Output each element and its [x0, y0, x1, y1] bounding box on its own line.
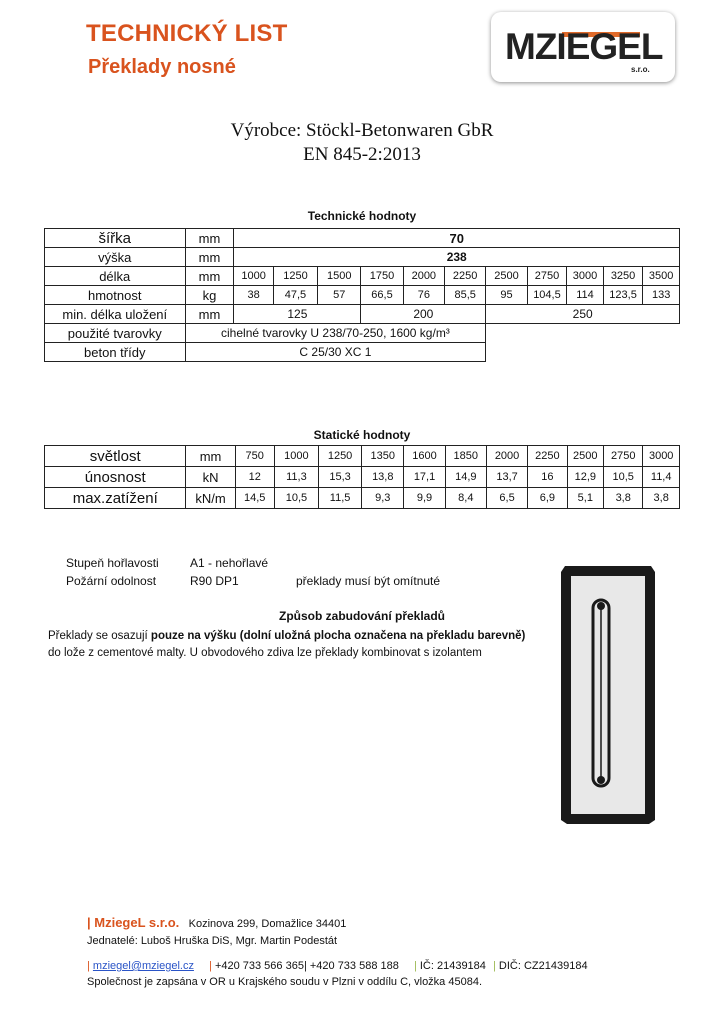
table-cell: 3250 [603, 267, 643, 286]
table-cell: 12 [235, 467, 274, 488]
installation-title: Způsob zabudování překladů [278, 609, 445, 623]
table-cell: 11,4 [643, 467, 680, 488]
table-cell: 114 [567, 286, 604, 305]
footer-contacts [87, 960, 588, 972]
row-value: 70 [234, 229, 680, 248]
table-cell: 1750 [361, 267, 403, 286]
table-row [45, 324, 680, 343]
lintel-rebar-bottom [597, 776, 605, 784]
row-label: světlost [45, 446, 186, 467]
table-cell: 125 [234, 305, 361, 324]
table-cell: 123,5 [603, 286, 643, 305]
table-row [45, 305, 680, 324]
row-label: hmotnost [45, 286, 186, 305]
row-unit: mm [186, 446, 235, 467]
table-cell: 3,8 [604, 488, 643, 509]
table-cell: 2000 [403, 267, 444, 286]
table-cell: 11,5 [318, 488, 361, 509]
empty-cell [486, 343, 643, 362]
table-cell: 13,7 [486, 467, 527, 488]
table-cell: 3,8 [643, 488, 680, 509]
table-cell: 2500 [486, 267, 527, 286]
table-row [45, 446, 680, 467]
table-row [45, 343, 680, 362]
table-cell: 1000 [234, 267, 273, 286]
table-row [45, 229, 680, 248]
table-cell: 5,1 [567, 488, 603, 509]
table-cell: 1850 [445, 446, 486, 467]
fire-class-value: A1 - nehořlavé [190, 556, 269, 570]
table-cell: 1500 [318, 267, 361, 286]
table-cell: 3000 [643, 446, 680, 467]
row-unit: kN [186, 467, 235, 488]
table-row [45, 248, 680, 267]
footer-company-line [87, 915, 346, 930]
lintel-cross-section-drawing [555, 562, 661, 827]
footer-separator: | [413, 960, 420, 972]
document-title: TECHNICKÝ LIST [86, 20, 288, 47]
table-cell: 1600 [404, 446, 445, 467]
table-cell: 250 [486, 305, 680, 324]
installation-text [48, 628, 608, 662]
table-cell: 6,5 [486, 488, 527, 509]
table-row [45, 488, 680, 509]
technical-caption: Technické hodnoty [307, 209, 417, 223]
installation-text-part: Překlady se osazují [48, 630, 151, 642]
empty-cell [486, 324, 643, 343]
table-row [45, 286, 680, 305]
table-cell: 14,9 [445, 467, 486, 488]
row-label: beton třídy [45, 343, 186, 362]
row-unit: mm [185, 305, 234, 324]
table-cell: 11,3 [274, 467, 318, 488]
table-cell: 2000 [486, 446, 527, 467]
table-cell: 95 [486, 286, 527, 305]
row-label: výška [45, 248, 186, 267]
fire-resistance-value: R90 DP1 [190, 574, 239, 588]
static-caption: Statické hodnoty [313, 428, 411, 442]
table-cell: 133 [643, 286, 680, 305]
footer-separator: | [87, 960, 93, 972]
table-row [45, 467, 680, 488]
table-cell: 10,5 [274, 488, 318, 509]
fire-class-label: Stupeň hořlavosti [66, 556, 159, 570]
table-cell: 1250 [273, 267, 317, 286]
table-cell: 1250 [318, 446, 361, 467]
table-cell: 2750 [604, 446, 643, 467]
footer-register: Společnost je zapsána v OR u Krajského soudu v Plzni v oddílu C, vložka 45084. [87, 976, 483, 988]
table-cell: 85,5 [445, 286, 486, 305]
row-label: max.zatížení [45, 488, 186, 509]
footer-email-link[interactable]: mziegel@mziegel.cz [92, 960, 194, 972]
table-cell: 66,5 [361, 286, 403, 305]
table-cell: 3000 [567, 267, 604, 286]
table-cell: 12,9 [567, 467, 603, 488]
producer-line: Výrobce: Stöckl-Betonwaren GbR [230, 120, 494, 141]
table-cell: 3500 [643, 267, 680, 286]
technical-table [44, 228, 680, 362]
table-cell: 57 [318, 286, 361, 305]
table-cell: 6,9 [528, 488, 567, 509]
table-cell: 14,5 [235, 488, 274, 509]
static-table [44, 445, 680, 509]
table-row [45, 267, 680, 286]
row-label: délka [45, 267, 186, 286]
table-cell: cihelné tvarovky U 238/70-250, 1600 kg/m³ [185, 324, 486, 343]
company-logo [491, 12, 675, 82]
row-label: min. délka uložení [45, 305, 186, 324]
footer-separator: | [209, 960, 215, 972]
table-cell: C 25/30 XC 1 [185, 343, 486, 362]
table-cell: 2250 [445, 267, 486, 286]
table-cell: 1350 [362, 446, 404, 467]
table-cell: 200 [361, 305, 486, 324]
norm-line: EN 845-2:2013 [303, 144, 421, 165]
document-subtitle: Překlady nosné [88, 56, 236, 78]
table-cell: 9,3 [362, 488, 404, 509]
row-unit: kg [185, 286, 234, 305]
row-unit: kN/m [186, 488, 235, 509]
footer-company-name: | MziegeL s.r.o. [87, 915, 180, 930]
table-cell: 750 [235, 446, 274, 467]
table-cell: 2250 [528, 446, 567, 467]
table-cell: 10,5 [604, 467, 643, 488]
table-cell: 2750 [527, 267, 567, 286]
lintel-rebar-top [597, 602, 605, 610]
table-cell: 1000 [274, 446, 318, 467]
table-cell: 16 [528, 467, 567, 488]
table-cell: 15,3 [318, 467, 361, 488]
footer-ico: IČ: 21439184 [419, 960, 486, 972]
logo-text: MZIEGEL [505, 26, 663, 67]
footer-phones: +420 733 566 365| +420 733 588 188 [214, 960, 399, 972]
table-cell: 104,5 [527, 286, 567, 305]
row-unit: mm [185, 248, 234, 267]
footer-dic: DIČ: CZ21439184 [498, 960, 588, 972]
installation-text-bold: pouze na výšku (dolní uložná plocha označena na překladu barevně) [150, 630, 526, 642]
row-label: únosnost [45, 467, 186, 488]
installation-text-line2: do lože z cementové malty. U obvodového zdiva lze překlady kombinovat s izolantem [48, 647, 482, 659]
row-unit: mm [185, 267, 234, 286]
fire-resistance-label: Požární odolnost [66, 574, 157, 588]
table-cell: 8,4 [445, 488, 486, 509]
row-unit: mm [185, 229, 234, 248]
fire-note: překlady musí být omítnuté [296, 574, 441, 588]
table-cell: 76 [403, 286, 444, 305]
row-value: 238 [234, 248, 680, 267]
footer-separator: | [492, 960, 499, 972]
table-cell: 17,1 [404, 467, 445, 488]
table-cell: 9,9 [404, 488, 445, 509]
row-label: použité tvarovky [45, 324, 186, 343]
table-cell: 38 [234, 286, 273, 305]
table-cell: 2500 [567, 446, 603, 467]
table-cell: 47,5 [273, 286, 317, 305]
logo-suffix: s.r.o. [631, 65, 650, 74]
row-label: šířka [45, 229, 186, 248]
footer-address: Kozinova 299, Domažlice 34401 [188, 918, 347, 930]
table-cell: 13,8 [362, 467, 404, 488]
footer-directors: Jednatelé: Luboš Hruška DiS, Mgr. Martin Podestát [87, 935, 338, 947]
